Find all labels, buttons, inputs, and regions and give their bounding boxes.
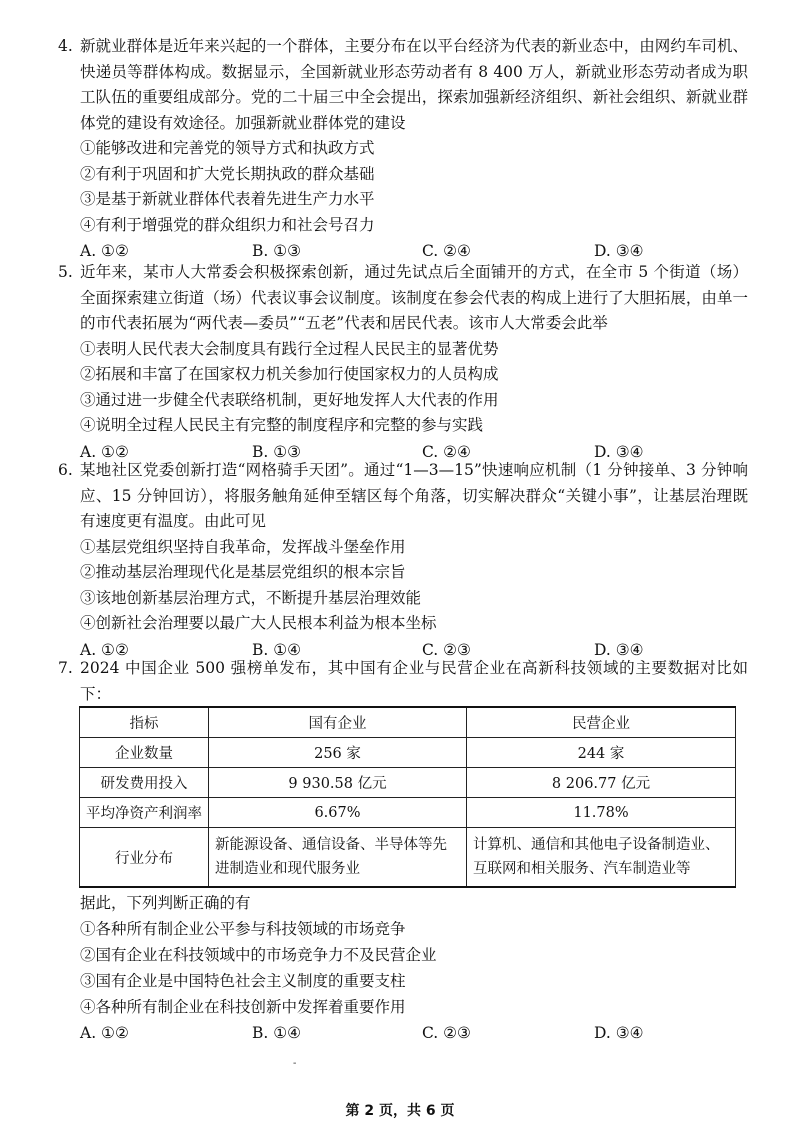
option-2: ②拓展和丰富了在国家权力机关参加行使国家权力的人员构成 (80, 365, 499, 383)
question-text: 2024 中国企业 500 强榜单发布，其中国有企业与民营企业在高新科技领域的主要数据对比如下： (80, 659, 748, 703)
enterprise-comparison-table (79, 706, 736, 888)
choice-a[interactable]: A. ①② (80, 242, 129, 260)
option-3: ③该地创新基层治理方式，不断提升基层治理效能 (80, 588, 422, 607)
table-cell: 企业数量 (80, 738, 209, 768)
table-cell: 256 家 (209, 738, 467, 768)
option-1: ①能够改进和完善党的领导方式和执政方式 (80, 139, 375, 157)
table-row (80, 828, 736, 888)
choice-a[interactable]: A. ①② (80, 1024, 129, 1042)
choice-a[interactable]: A. ①② (80, 442, 129, 461)
choice-d[interactable]: D. ③④ (594, 640, 644, 659)
table-cell: 9 930.58 亿元 (209, 768, 467, 798)
option-3: ③国有企业是中国特色社会主义制度的重要支柱 (80, 972, 406, 990)
choice-c[interactable]: C. ②③ (422, 640, 471, 659)
table-cell: 计算机、通信和其他电子设备制造业、互联网和相关服务、汽车制造业等 (467, 828, 736, 888)
table-cell: 行业分布 (80, 828, 209, 888)
table-row (80, 768, 736, 798)
table-cell: 11.78% (467, 798, 736, 828)
table-header-cell: 民营企业 (467, 707, 736, 738)
table-header-row (80, 707, 736, 738)
choice-c[interactable]: C. ②④ (422, 242, 471, 260)
option-2: ②推动基层治理现代化是基层党组织的根本宗旨 (80, 563, 406, 581)
question-7-options (58, 890, 748, 1046)
question-5 (58, 260, 748, 465)
question-text: 某地社区党委创新打造“网格骑手天团”。通过“1—3—15”快速响应机制（1 分钟接单、3 分钟响应、15 分钟回访），将服务触角延伸至辖区每个角落，切实解决群众“关键小事”，让基层治理既有速度更有温度。由此可见 (80, 461, 748, 530)
option-1: ①表明人民代表大会制度具有践行全过程人民民主的显著优势 (80, 339, 499, 358)
choice-b[interactable]: B. ①③ (252, 442, 302, 461)
option-4: ④有利于增强党的群众组织力和社会号召力 (80, 215, 375, 234)
answer-choices (80, 1020, 748, 1046)
choice-b[interactable]: B. ①④ (252, 1024, 302, 1042)
choice-c[interactable]: C. ②③ (422, 1024, 471, 1042)
choice-d[interactable]: D. ③④ (594, 442, 644, 461)
question-6 (58, 458, 748, 663)
table-cell: 8 206.77 亿元 (467, 768, 736, 798)
choice-b[interactable]: B. ①③ (252, 242, 302, 260)
option-3: ③是基于新就业群体代表着先进生产力水平 (80, 190, 375, 208)
table-cell: 平均净资产利润率 (80, 798, 209, 828)
table-cell: 新能源设备、通信设备、半导体等先进制造业和现代服务业 (209, 828, 467, 888)
choice-d[interactable]: D. ③④ (594, 1024, 644, 1042)
table-cell: 研发费用投入 (80, 768, 209, 798)
choice-d[interactable]: D. ③④ (594, 242, 644, 260)
option-4: ④各种所有制企业在科技创新中发挥着重要作用 (80, 998, 406, 1016)
option-4: ④创新社会治理要以最广大人民根本利益为根本坐标 (80, 614, 437, 632)
question-number: 7. (58, 659, 73, 677)
table-row (80, 798, 736, 828)
table-cell: 6.67% (209, 798, 467, 828)
question-4 (58, 34, 748, 264)
question-stem (58, 34, 748, 136)
question-text: 近年来，某市人大常委会积极探索创新，通过先试点后全面铺开的方式，在全市 5 个街道（场）全面探索建立街道（场）代表议事会议制度。该制度在参会代表的构成上进行了大胆拓展，由单一的市代表拓展为“两代表—委员”“五老”代表和居民代表。该市人大常委会此举 (80, 263, 748, 332)
question-stem (58, 656, 748, 707)
question-lead: 据此，下列判断正确的有 (80, 894, 251, 912)
option-2: ②国有企业在科技领域中的市场竞争力不及民营企业 (80, 946, 437, 964)
question-7 (58, 656, 748, 707)
question-stem (58, 260, 748, 337)
option-3: ③通过进一步健全代表联络机制，更好地发挥人大代表的作用 (80, 390, 499, 409)
choice-c[interactable]: C. ②④ (422, 442, 471, 461)
option-1: ①各种所有制企业公平参与科技领域的市场竞争 (80, 920, 406, 938)
option-2: ②有利于巩固和扩大党长期执政的群众基础 (80, 164, 375, 183)
table-cell: 244 家 (467, 738, 736, 768)
option-4: ④说明全过程人民民主有完整的制度程序和完整的参与实践 (80, 416, 484, 434)
question-stem (58, 458, 748, 535)
page-number: 第 2 页，共 6 页 (345, 1103, 455, 1119)
choice-b[interactable]: B. ①④ (252, 640, 302, 659)
table-header-cell: 国有企业 (209, 707, 467, 738)
table-row (80, 738, 736, 768)
question-number: 5. (58, 263, 73, 281)
question-text: 新就业群体是近年来兴起的一个群体，主要分布在以平台经济为代表的新业态中，由网约车司机、快递员等群体构成。数据显示，全国新就业形态劳动者有 8 400 万人，新就业形态劳动者成为职工队伍的重要组成部分。党的二十届三中全会提出，探索加强新经济组织、新社会组织、新就业群体党的建设有效途径。加强新就业群体党的建设 (80, 37, 748, 132)
choice-a[interactable]: A. ①② (80, 640, 129, 659)
question-number: 6. (58, 461, 73, 479)
table-header-cell: 指标 (80, 707, 209, 738)
option-1: ①基层党组织坚持自我革命，发挥战斗堡垒作用 (80, 537, 406, 556)
question-number: 4. (58, 37, 73, 55)
stray-mark: - (293, 1058, 297, 1069)
